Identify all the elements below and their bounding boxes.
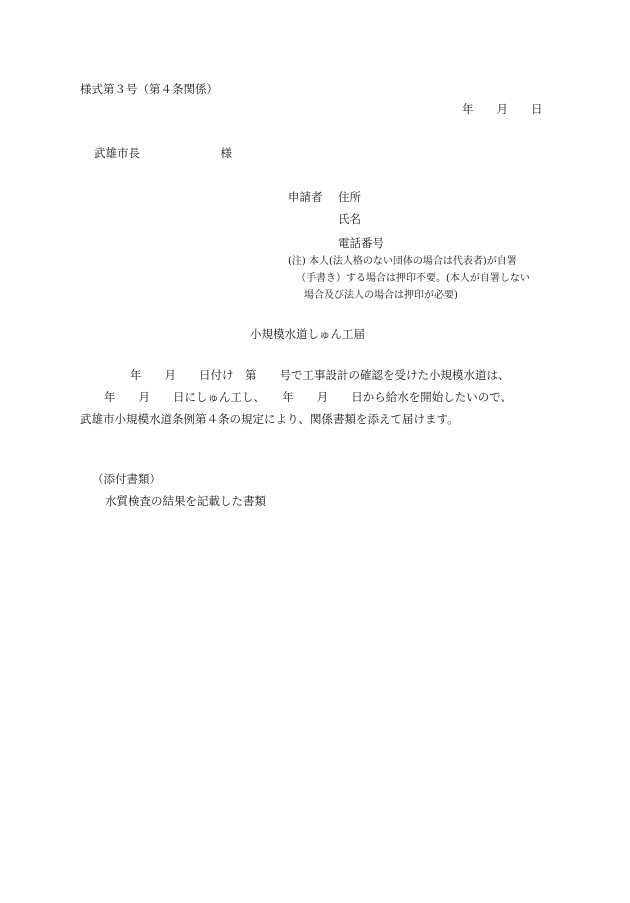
attachments-heading: （添付書類） [92, 472, 161, 486]
body-line-3: 武雄市小規模水道条例第４条の規定により、関係書類を添えて届けます。 [80, 412, 459, 426]
body-line-2: 年 月 日にしゅん工し、 年 月 日から給水を開始したいので、 [104, 390, 513, 404]
applicant-label: 申請者 [288, 190, 323, 204]
note-line-1: (注) 本人(法人格のない団体の場合は代表者)が自署 [288, 256, 517, 267]
document-title: 小規模水道しゅん工届 [250, 327, 365, 341]
date-line: 年 月 日 [462, 102, 543, 116]
note-line-3: 場合及び法人の場合は押印が必要) [304, 290, 458, 301]
form-number: 様式第３号（第４条関係） [80, 82, 218, 96]
body-line-1: 年 月 日付け 第 号で工事設計の確認を受けた小規模水道は、 [130, 368, 510, 382]
attachment-item: 水質検査の結果を記載した書類 [105, 494, 266, 508]
note-line-2: （手書き）する場合は押印不要。(本人が自署しない [296, 273, 530, 284]
phone-label: 電話番号 [338, 236, 384, 250]
name-label: 氏名 [338, 212, 361, 226]
address-label: 住所 [338, 190, 361, 204]
addressee: 武雄市長 様 [94, 146, 232, 160]
